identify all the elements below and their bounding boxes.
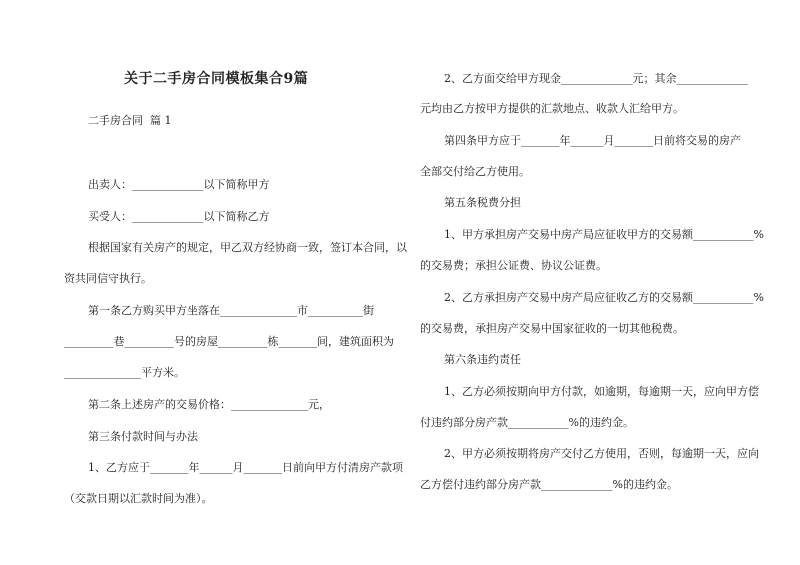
article-6-item-1-line-1: 1、乙方必须按期向甲方付款，如逾期，每逾期一天，应向甲方偿 (444, 385, 759, 398)
contract-heading: 二手房合同 篇 1 (88, 114, 172, 127)
article-5-item-2-line-2: 的交易费，承担房产交易中国家征收的一切其他税费。 (420, 322, 684, 335)
article-3-item-1-line-2: （交款日期以汇款时间为准）。 (64, 492, 213, 505)
article-3-heading: 第三条付款时间与办法 (88, 430, 198, 443)
seller-line: 出卖人：_____________以下简称甲方 (88, 178, 270, 191)
article-3-item-2-line-2: 元均由乙方按甲方提供的汇款地点、收款人汇给甲方。 (420, 102, 684, 115)
buyer-line: 买受人：_____________以下简称乙方 (88, 210, 270, 223)
article-1-line-3: ______________平方米。 (64, 366, 185, 379)
article-5-heading: 第五条税费分担 (444, 196, 521, 209)
article-6-item-2-line-1: 2、甲方必须按期将房产交付乙方使用，否则，每逾期一天，应向 (444, 447, 759, 460)
article-6-item-1-line-2: 付违约部分房产款___________%的违约金。 (420, 416, 634, 429)
document-title: 关于二手房合同模板集合9篇 (124, 71, 309, 87)
article-5-item-2-line-1: 2、乙方承担房产交易中房产局应征收乙方的交易额___________% (444, 291, 764, 304)
article-2-line: 第二条上述房产的交易价格：______________元， (88, 398, 330, 411)
preamble-line-1: 根据国家有关房产的规定，甲乙双方经协商一致，签订本合同，以 (88, 241, 407, 254)
article-3-item-2-line-1: 2、乙方面交给甲方现金_____________元；其余_____________ (444, 72, 748, 85)
article-5-item-1-line-2: 的交易费；承担公证费、协议公证费。 (420, 259, 607, 272)
preamble-line-2: 资共同信守执行。 (64, 272, 152, 285)
article-4-line-2: 全部交付给乙方使用。 (420, 165, 530, 178)
article-5-item-1-line-1: 1、甲方承担房产交易中房产局应征收甲方的交易额___________% (444, 228, 764, 241)
article-3-item-1-line-1: 1、乙方应于_______年______月_______日前向甲方付清房产款项 (88, 461, 403, 474)
article-1-line-2: _________巷_________号的房屋_________栋_______间，建筑面积为 (64, 335, 394, 348)
article-1-line-1: 第一条乙方购买甲方坐落在______________市__________街 (88, 304, 374, 317)
article-4-line-1: 第四条甲方应于_______年______月_______日前将交易的房产 (444, 134, 741, 147)
article-6-heading: 第六条违约责任 (444, 353, 521, 366)
article-6-item-2-line-2: 乙方偿付违约部分房产款_____________%的违约金。 (420, 478, 678, 491)
